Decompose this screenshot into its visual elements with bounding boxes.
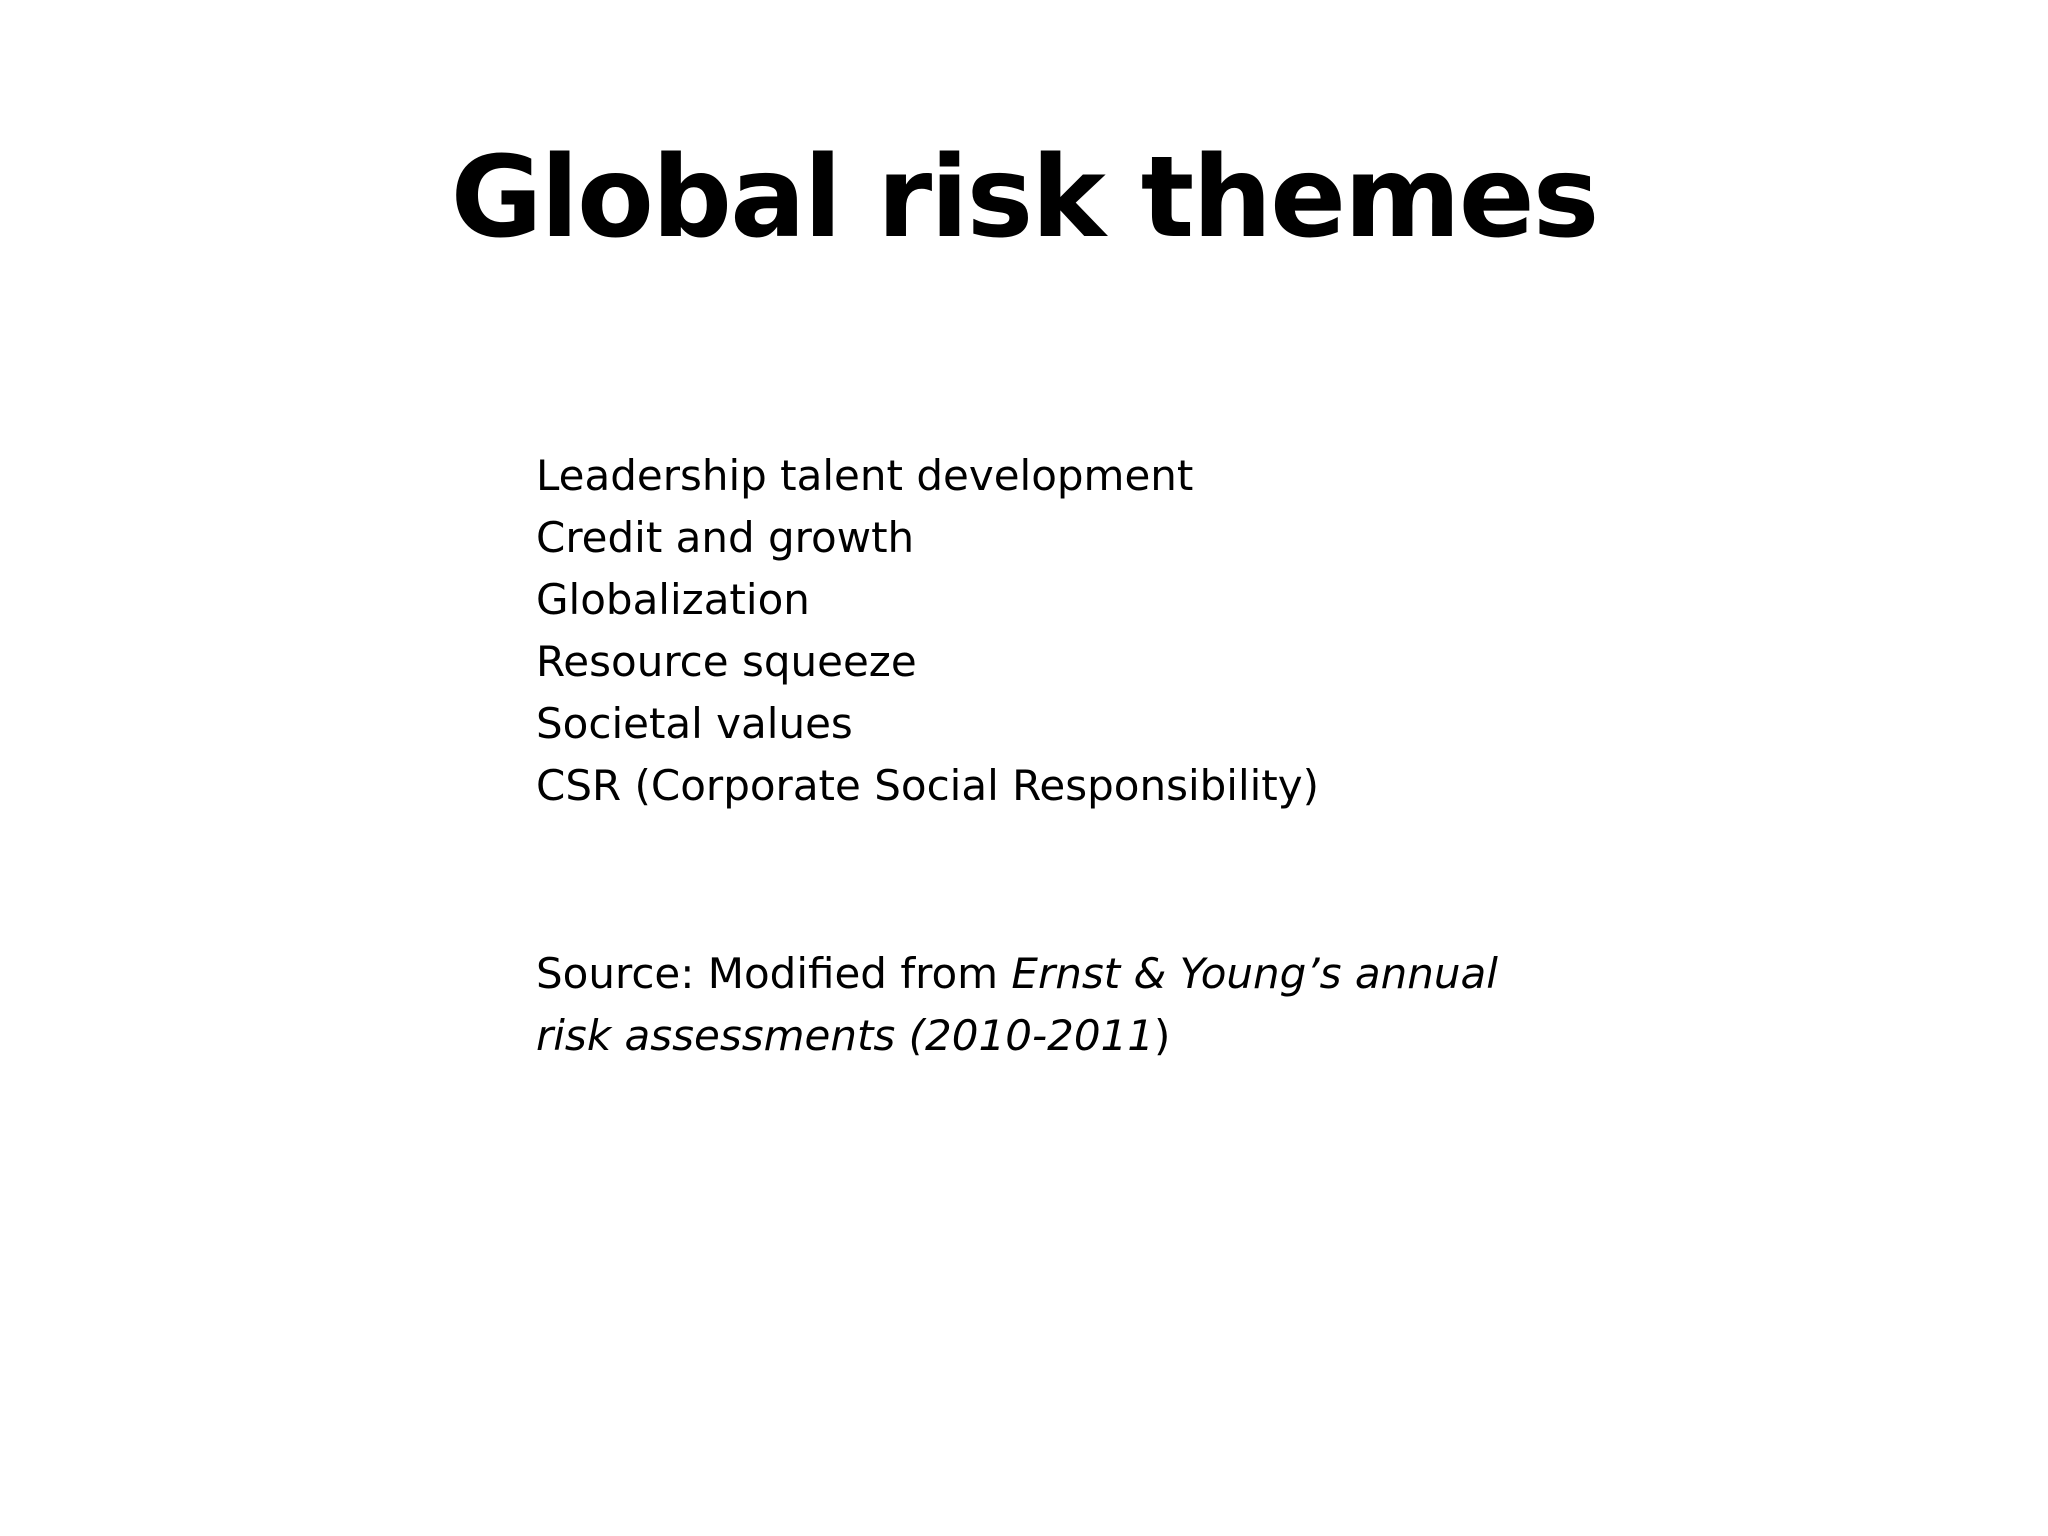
risk-theme-list (536, 445, 1319, 817)
list-item: Credit and growth (536, 513, 915, 562)
source-line-2 (536, 1005, 1536, 1067)
slide-title: Global risk themes (450, 133, 1598, 263)
list-item: Globalization (536, 575, 810, 624)
list-item: Leadership talent development (536, 451, 1194, 500)
list-item: Resource squeeze (536, 637, 917, 686)
source-title-part-1: Ernst & Young’s annual (1011, 949, 1498, 998)
source-line-1 (536, 943, 1536, 1005)
list-item: CSR (Corporate Social Responsibility) (536, 761, 1320, 810)
source-citation (536, 943, 1536, 1067)
list-item: Societal values (536, 699, 853, 748)
source-suffix: ) (1153, 1011, 1171, 1060)
source-title-part-2: risk assessments (2010-2011 (536, 1011, 1154, 1060)
source-prefix: Source: Modified from (536, 949, 1012, 998)
